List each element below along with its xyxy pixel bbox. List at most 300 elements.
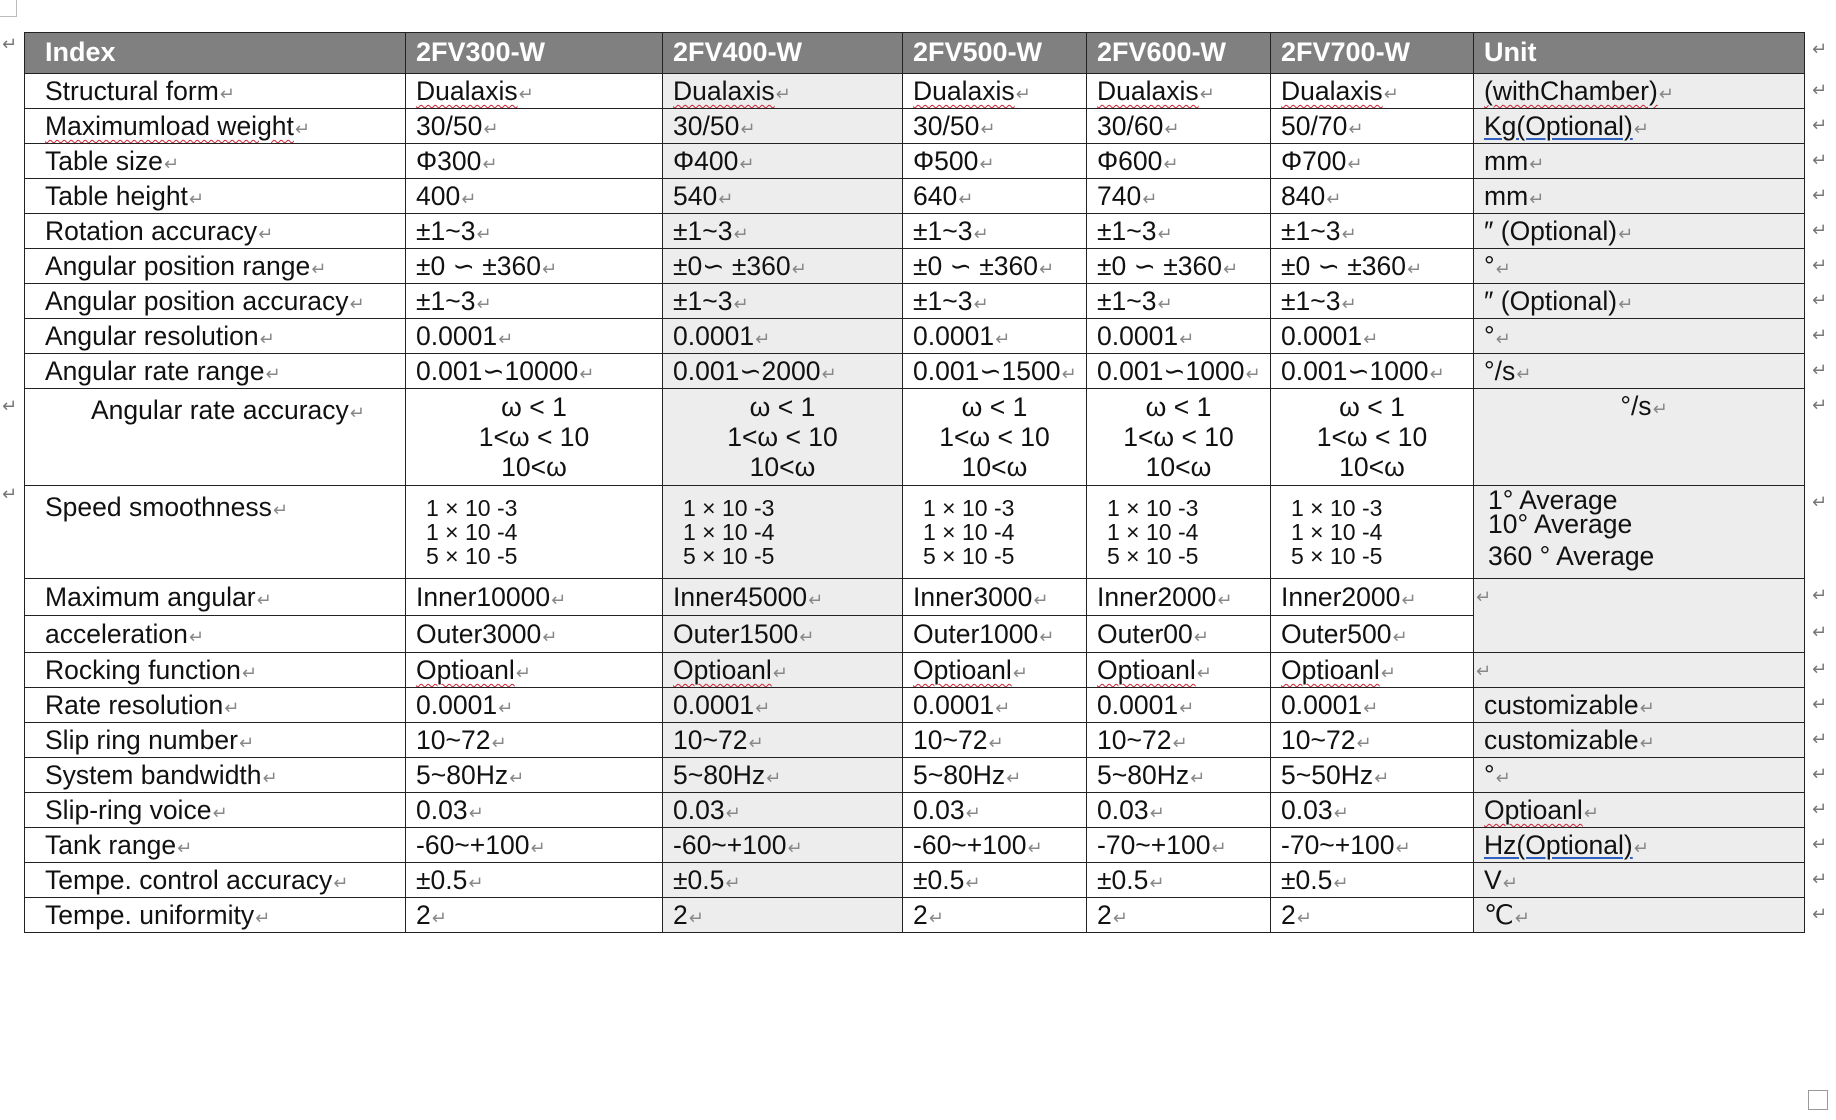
table-cell-text: ±1~3 bbox=[673, 285, 733, 316]
paragraph-mark: ↵ bbox=[256, 589, 272, 611]
table-cell bbox=[1271, 793, 1474, 828]
paragraph-mark: ↵ bbox=[530, 837, 546, 859]
table-cell-text: 2 bbox=[1281, 899, 1296, 930]
paragraph-mark: ↵ bbox=[476, 223, 492, 245]
table-cell-text: 0.001∽10000 bbox=[416, 355, 579, 386]
table-cell bbox=[663, 179, 903, 214]
table-cell-text: Optioanl bbox=[1097, 654, 1196, 685]
column-header bbox=[1474, 33, 1805, 74]
row-label-text: Speed smoothness bbox=[45, 492, 272, 522]
table-cell-text: Dualaxis bbox=[673, 75, 775, 106]
paragraph-mark: ↵ bbox=[311, 258, 327, 280]
table-cell-text: Optioanl bbox=[673, 654, 772, 685]
table-cell-text: Dualaxis bbox=[1281, 75, 1383, 106]
table-cell-text: 400 bbox=[416, 180, 461, 211]
table-cell bbox=[663, 144, 903, 179]
unit-cell bbox=[1474, 109, 1805, 144]
table-cell bbox=[1271, 354, 1474, 389]
row-label bbox=[25, 214, 406, 249]
paragraph-mark: ↵ bbox=[1495, 767, 1511, 789]
table-row bbox=[25, 389, 1805, 486]
smoothness-line: 5 × 10 -5 bbox=[1107, 543, 1199, 569]
paragraph-mark: ↵ bbox=[1395, 837, 1411, 859]
table-cell-text: 2 bbox=[913, 899, 928, 930]
paragraph-mark: ↵ bbox=[1374, 767, 1390, 789]
table-cell-text: Outer00 bbox=[1097, 618, 1193, 649]
row-label-text: Angular position accuracy bbox=[45, 285, 349, 316]
table-cell bbox=[903, 723, 1087, 758]
table-cell bbox=[406, 688, 663, 723]
table-cell bbox=[903, 828, 1087, 863]
row-label bbox=[25, 723, 406, 758]
paragraph-mark: ↵ bbox=[1529, 188, 1545, 210]
smoothness-line: 1 × 10 -3 bbox=[923, 495, 1015, 521]
paragraph-mark: ↵ bbox=[1639, 697, 1655, 719]
table-cell bbox=[1087, 898, 1271, 933]
table-cell-text: 540 bbox=[673, 180, 718, 211]
table-cell-text: Optioanl bbox=[1281, 654, 1380, 685]
smoothness-line: 5 × 10 -5 bbox=[683, 543, 775, 569]
paragraph-mark: ↵ bbox=[1502, 872, 1518, 894]
paragraph-mark: ↵ bbox=[1196, 662, 1212, 684]
column-header bbox=[903, 33, 1087, 74]
row-label-text: Tempe. control accuracy bbox=[45, 864, 333, 895]
table-cell bbox=[1271, 486, 1474, 579]
table-cell-text: ±0.5 bbox=[913, 864, 965, 895]
table-cell bbox=[1087, 723, 1271, 758]
paragraph-mark: ↵ bbox=[518, 83, 534, 105]
table-cell bbox=[903, 249, 1087, 284]
smoothness-line: 1 × 10 -4 bbox=[683, 519, 775, 545]
paragraph-mark: ↵ bbox=[1038, 258, 1055, 280]
smoothness-line: 5 × 10 -5 bbox=[426, 543, 518, 569]
paragraph-mark: ↵ bbox=[1190, 767, 1206, 789]
unit-cell bbox=[1474, 486, 1805, 579]
paragraph-mark: ↵ bbox=[739, 153, 755, 175]
table-cell bbox=[903, 319, 1087, 354]
paragraph-mark: ↵ bbox=[740, 118, 756, 140]
table-cell-text: -60~+100 bbox=[673, 829, 787, 860]
table-cell-text: ±0 ∽ ±360 bbox=[1097, 250, 1222, 281]
paragraph-mark: ↵ bbox=[1633, 118, 1649, 140]
rate-accuracy-line: 10<ω bbox=[501, 452, 567, 482]
unit-cell bbox=[1474, 284, 1805, 319]
row-label bbox=[25, 793, 406, 828]
paragraph-mark: ↵ bbox=[498, 328, 514, 350]
table-cell bbox=[1271, 179, 1474, 214]
table-cell-text: 2 bbox=[673, 899, 688, 930]
paragraph-mark: ↵ bbox=[1652, 399, 1668, 420]
paragraph-mark: ↵ bbox=[1639, 732, 1655, 754]
table-cell-text: Inner3000 bbox=[913, 581, 1033, 612]
table-cell-text: ±1~3 bbox=[673, 215, 733, 246]
paragraph-mark: ↵ bbox=[1658, 83, 1674, 105]
table-cell bbox=[903, 688, 1087, 723]
margin-paragraph-mark: ↵ bbox=[2, 34, 18, 55]
paragraph-mark: ↵ bbox=[1033, 589, 1049, 611]
table-cell bbox=[406, 319, 663, 354]
paragraph-mark: ↵ bbox=[1157, 223, 1173, 245]
table-cell bbox=[663, 486, 903, 579]
unit-cell-text: Kg(Optional) bbox=[1484, 110, 1633, 141]
paragraph-mark: ↵ bbox=[1163, 153, 1179, 175]
smoothness-line: 1 × 10 -4 bbox=[1107, 519, 1199, 545]
paragraph-mark: ↵ bbox=[1157, 293, 1173, 315]
margin-paragraph-mark: ↵ bbox=[1812, 694, 1828, 715]
unit-cell-text: customizable bbox=[1484, 724, 1639, 755]
table-cell-text: Φ500 bbox=[913, 145, 979, 176]
table-cell-text: 10~72 bbox=[1281, 724, 1356, 755]
table-cell-text: 10~72 bbox=[913, 724, 988, 755]
paragraph-mark: ↵ bbox=[733, 293, 749, 315]
column-header bbox=[1087, 33, 1271, 74]
paragraph-mark: ↵ bbox=[748, 732, 764, 754]
column-header bbox=[25, 33, 406, 74]
table-cell-text: 0.03 bbox=[1281, 794, 1333, 825]
unit-cell bbox=[1474, 688, 1805, 723]
row-label-text: Table height bbox=[45, 180, 188, 211]
table-cell-text: 2 bbox=[416, 899, 431, 930]
smoothness-line: 1 × 10 -4 bbox=[923, 519, 1015, 545]
table-cell-text: 0.0001 bbox=[416, 689, 498, 720]
paragraph-mark: ↵ bbox=[799, 626, 815, 648]
table-cell-text: -60~+100 bbox=[416, 829, 530, 860]
table-cell bbox=[663, 214, 903, 249]
paragraph-mark: ↵ bbox=[579, 363, 595, 385]
margin-paragraph-mark: ↵ bbox=[1812, 622, 1828, 643]
table-cell-text: 0.03 bbox=[913, 794, 965, 825]
paragraph-mark: ↵ bbox=[1326, 188, 1342, 210]
paragraph-mark: ↵ bbox=[1363, 697, 1379, 719]
paragraph-mark: ↵ bbox=[188, 188, 205, 210]
table-cell bbox=[406, 284, 663, 319]
table-cell bbox=[1087, 284, 1271, 319]
table-row bbox=[25, 579, 1805, 616]
table-cell bbox=[663, 74, 903, 109]
unit-cell-text: (withChamber) bbox=[1484, 75, 1658, 106]
paragraph-mark: ↵ bbox=[1363, 328, 1379, 350]
paragraph-mark: ↵ bbox=[718, 188, 734, 210]
rate-accuracy-line: ω < 1 bbox=[749, 392, 816, 422]
table-cell-text: 0.0001 bbox=[1097, 689, 1179, 720]
paragraph-mark: ↵ bbox=[219, 83, 235, 105]
table-cell-text: 0.001∽1000 bbox=[1097, 355, 1245, 386]
margin-paragraph-mark: ↵ bbox=[1812, 360, 1828, 381]
paragraph-mark: ↵ bbox=[755, 697, 771, 719]
smoothness-line: 1 × 10 -3 bbox=[426, 495, 518, 521]
table-cell bbox=[663, 319, 903, 354]
paragraph-mark: ↵ bbox=[476, 293, 492, 315]
paragraph-mark: ↵ bbox=[821, 363, 837, 385]
paragraph-mark: ↵ bbox=[1006, 767, 1022, 789]
row-label bbox=[25, 74, 406, 109]
unit-cell-text: °/s bbox=[1484, 355, 1516, 386]
table-cell-text: ±1~3 bbox=[1097, 215, 1157, 246]
paragraph-mark: ↵ bbox=[1149, 802, 1165, 824]
rate-accuracy-line: 1<ω < 10 bbox=[1316, 422, 1428, 452]
table-cell-text: 30/50 bbox=[673, 110, 740, 141]
table-cell bbox=[903, 284, 1087, 319]
table-cell-text: 0.0001 bbox=[1097, 320, 1179, 351]
row-label-text: Rocking function bbox=[45, 654, 241, 685]
table-cell bbox=[1271, 74, 1474, 109]
paragraph-mark: ↵ bbox=[551, 589, 567, 611]
margin-paragraph-mark: ↵ bbox=[1812, 290, 1828, 311]
smoothness-unit-line: 360 ° Average bbox=[1488, 541, 1655, 571]
paragraph-mark: ↵ bbox=[725, 872, 741, 894]
rate-accuracy-line: ω < 1 bbox=[501, 392, 567, 422]
table-cell-text: 10~72 bbox=[1097, 724, 1172, 755]
table-cell bbox=[663, 793, 903, 828]
table-cell bbox=[903, 354, 1087, 389]
table-cell-text: Optioanl bbox=[416, 654, 515, 685]
paragraph-mark: ↵ bbox=[733, 223, 749, 245]
table-cell bbox=[1087, 74, 1271, 109]
paragraph-mark: ↵ bbox=[1383, 83, 1399, 105]
paragraph-mark: ↵ bbox=[791, 258, 807, 280]
table-cell-text: 0.0001 bbox=[1281, 320, 1363, 351]
table-cell bbox=[406, 74, 663, 109]
paragraph-mark: ↵ bbox=[498, 697, 514, 719]
table-cell-text: ±1~3 bbox=[416, 215, 476, 246]
table-cell-text: 5~80Hz bbox=[913, 759, 1006, 790]
paragraph-mark: ↵ bbox=[177, 837, 193, 859]
row-label bbox=[25, 688, 406, 723]
table-cell-text: ±1~3 bbox=[1281, 215, 1341, 246]
paragraph-mark: ↵ bbox=[509, 767, 525, 789]
table-row bbox=[25, 144, 1805, 179]
row-label-text: Table size bbox=[45, 145, 163, 176]
paragraph-mark: ↵ bbox=[1296, 907, 1312, 929]
margin-paragraph-mark: ↵ bbox=[1812, 115, 1828, 136]
paragraph-mark: ↵ bbox=[772, 662, 788, 684]
smoothness-line: 1 × 10 -4 bbox=[426, 519, 518, 545]
row-label-text: Slip ring number bbox=[45, 724, 238, 755]
table-cell-text: ±0∽ ±360 bbox=[673, 250, 791, 281]
paragraph-mark: ↵ bbox=[515, 662, 531, 684]
paragraph-mark: ↵ bbox=[1356, 732, 1372, 754]
table-cell bbox=[663, 828, 903, 863]
paragraph-mark: ↵ bbox=[349, 293, 365, 315]
paragraph-mark: ↵ bbox=[1333, 872, 1349, 894]
table-cell bbox=[406, 579, 663, 616]
rate-accuracy-line: 10<ω bbox=[961, 452, 1028, 482]
paragraph-mark: ↵ bbox=[965, 872, 981, 894]
table-cell-text: ±1~3 bbox=[913, 215, 973, 246]
rate-accuracy-line: 1<ω < 10 bbox=[478, 422, 590, 452]
paragraph-mark: ↵ bbox=[1516, 363, 1532, 385]
table-cell bbox=[663, 579, 903, 616]
margin-paragraph-mark: ↵ bbox=[1812, 492, 1828, 513]
table-cell bbox=[1087, 214, 1271, 249]
table-cell-text: Outer1000 bbox=[913, 618, 1039, 649]
table-cell bbox=[406, 653, 663, 688]
unit-cell bbox=[1474, 214, 1805, 249]
table-cell bbox=[663, 758, 903, 793]
table-cell bbox=[663, 109, 903, 144]
paragraph-mark: ↵ bbox=[1211, 837, 1227, 859]
row-label bbox=[25, 389, 406, 486]
table-cell bbox=[1271, 723, 1474, 758]
table-cell-text: 0.001∽1000 bbox=[1281, 355, 1429, 386]
table-cell bbox=[406, 723, 663, 758]
paragraph-mark: ↵ bbox=[1347, 153, 1363, 175]
table-cell bbox=[1271, 653, 1474, 688]
paragraph-mark: ↵ bbox=[1406, 258, 1423, 280]
paragraph-mark: ↵ bbox=[1142, 188, 1158, 210]
paragraph-mark: ↵ bbox=[258, 223, 274, 245]
table-cell bbox=[903, 109, 1087, 144]
margin-paragraph-mark: ↵ bbox=[1812, 80, 1828, 101]
table-cell bbox=[1271, 284, 1474, 319]
row-label-text: acceleration bbox=[45, 618, 188, 649]
row-label bbox=[25, 144, 406, 179]
table-cell-text: 5~80Hz bbox=[416, 759, 509, 790]
table-cell bbox=[663, 723, 903, 758]
paragraph-mark: ↵ bbox=[1476, 587, 1492, 608]
table-cell bbox=[1087, 688, 1271, 723]
paragraph-mark: ↵ bbox=[1341, 223, 1357, 245]
unit-cell bbox=[1474, 319, 1805, 354]
table-cell bbox=[663, 653, 903, 688]
table-cell bbox=[1087, 179, 1271, 214]
unit-cell bbox=[1474, 144, 1805, 179]
table-row bbox=[25, 486, 1805, 579]
table-cell-text: ±1~3 bbox=[1097, 285, 1157, 316]
table-cell-text: 0.0001 bbox=[673, 320, 755, 351]
paragraph-mark: ↵ bbox=[1245, 363, 1261, 385]
table-cell-text: ±0.5 bbox=[1097, 864, 1149, 895]
unit-cell bbox=[1474, 828, 1805, 863]
unit-cell bbox=[1474, 863, 1805, 898]
rate-accuracy-line: 1<ω < 10 bbox=[939, 422, 1050, 452]
unit-cell bbox=[1474, 74, 1805, 109]
table-cell-text: ±0 ∽ ±360 bbox=[913, 250, 1038, 281]
table-cell bbox=[903, 579, 1087, 616]
table-cell-text: ±0.5 bbox=[673, 864, 725, 895]
table-cell bbox=[903, 898, 1087, 933]
paragraph-mark: ↵ bbox=[1618, 223, 1634, 245]
paragraph-mark: ↵ bbox=[241, 662, 258, 684]
table-cell bbox=[406, 793, 663, 828]
table-cell-text: Outer1500 bbox=[673, 618, 799, 649]
paragraph-mark: ↵ bbox=[349, 403, 365, 424]
paragraph-mark: ↵ bbox=[928, 907, 944, 929]
row-label bbox=[25, 616, 406, 653]
table-cell-text: Φ700 bbox=[1281, 145, 1347, 176]
row-label-text: Angular resolution bbox=[45, 320, 259, 351]
paragraph-mark: ↵ bbox=[965, 802, 981, 824]
paragraph-mark: ↵ bbox=[1012, 662, 1028, 684]
table-cell bbox=[1087, 354, 1271, 389]
row-label-text: Tempe. uniformity bbox=[45, 899, 255, 930]
table-cell-text: 0.0001 bbox=[913, 689, 995, 720]
paragraph-mark: ↵ bbox=[979, 153, 995, 175]
paragraph-mark: ↵ bbox=[1061, 363, 1077, 385]
table-cell-text: ±1~3 bbox=[913, 285, 973, 316]
table-cell-text: 640 bbox=[913, 180, 958, 211]
paragraph-mark: ↵ bbox=[973, 223, 989, 245]
page-corner-mark bbox=[0, 0, 17, 17]
unit-cell-text: ″ (Optional) bbox=[1484, 285, 1618, 316]
paragraph-mark: ↵ bbox=[1172, 732, 1188, 754]
paragraph-mark: ↵ bbox=[255, 907, 271, 929]
table-cell bbox=[1087, 758, 1271, 793]
unit-cell-text: ° bbox=[1484, 759, 1495, 790]
table-cell bbox=[1087, 486, 1271, 579]
unit-cell bbox=[1474, 793, 1805, 828]
unit-cell-text: ℃ bbox=[1484, 899, 1514, 930]
paragraph-mark: ↵ bbox=[468, 802, 484, 824]
table-cell bbox=[1087, 653, 1271, 688]
table-cell bbox=[903, 653, 1087, 688]
table-cell-text: 30/50 bbox=[416, 110, 483, 141]
table-cell bbox=[1271, 579, 1474, 616]
margin-paragraph-mark: ↵ bbox=[1812, 764, 1828, 785]
table-cell bbox=[1087, 319, 1271, 354]
table-cell-text: 0.0001 bbox=[416, 320, 498, 351]
table-cell-text: ±1~3 bbox=[416, 285, 476, 316]
paragraph-mark: ↵ bbox=[542, 626, 558, 648]
rate-accuracy-line: ω < 1 bbox=[1339, 392, 1405, 422]
table-cell bbox=[663, 688, 903, 723]
paragraph-mark: ↵ bbox=[1015, 83, 1031, 105]
table-cell-text: 0.0001 bbox=[913, 320, 995, 351]
table-cell bbox=[406, 354, 663, 389]
row-label bbox=[25, 284, 406, 319]
table-cell-text: -70~+100 bbox=[1281, 829, 1395, 860]
table-cell-text: 0.03 bbox=[673, 794, 725, 825]
table-cell bbox=[406, 863, 663, 898]
row-label bbox=[25, 109, 406, 144]
row-label bbox=[25, 898, 406, 933]
unit-cell-text: Optioanl bbox=[1484, 794, 1583, 825]
table-cell bbox=[903, 74, 1087, 109]
row-label bbox=[25, 653, 406, 688]
paragraph-mark: ↵ bbox=[1633, 837, 1649, 859]
unit-cell-text: ° bbox=[1484, 250, 1495, 281]
paragraph-mark: ↵ bbox=[1348, 118, 1364, 140]
table-cell-text: Optioanl bbox=[913, 654, 1012, 685]
page-corner-mark bbox=[1808, 1090, 1828, 1110]
row-label bbox=[25, 249, 406, 284]
table-cell-text: ±0.5 bbox=[1281, 864, 1333, 895]
table-cell-text: -70~+100 bbox=[1097, 829, 1211, 860]
paragraph-mark: ↵ bbox=[1401, 589, 1417, 611]
table-cell-text: 0.001∽1500 bbox=[913, 355, 1061, 386]
table-row bbox=[25, 828, 1805, 863]
column-header-text: 2FV400-W bbox=[673, 37, 803, 68]
table-cell-text: Outer3000 bbox=[416, 618, 542, 649]
table-cell-text: 0.03 bbox=[416, 794, 468, 825]
unit-cell-text: mm bbox=[1484, 145, 1529, 176]
table-cell-text: 0.0001 bbox=[673, 689, 755, 720]
table-cell bbox=[406, 179, 663, 214]
unit-cell bbox=[1474, 723, 1805, 758]
margin-paragraph-mark: ↵ bbox=[1812, 585, 1828, 606]
row-label-text: Maximumload weight bbox=[45, 110, 294, 141]
paragraph-mark: ↵ bbox=[980, 118, 996, 140]
table-cell-text: Dualaxis bbox=[416, 75, 518, 106]
table-row bbox=[25, 354, 1805, 389]
table-cell-text: Outer500 bbox=[1281, 618, 1392, 649]
table-cell-text: Φ300 bbox=[416, 145, 482, 176]
table-cell bbox=[903, 214, 1087, 249]
table-cell bbox=[1271, 214, 1474, 249]
table-cell bbox=[663, 616, 903, 653]
paragraph-mark: ↵ bbox=[272, 500, 288, 521]
smoothness-line: 1 × 10 -3 bbox=[1107, 495, 1199, 521]
